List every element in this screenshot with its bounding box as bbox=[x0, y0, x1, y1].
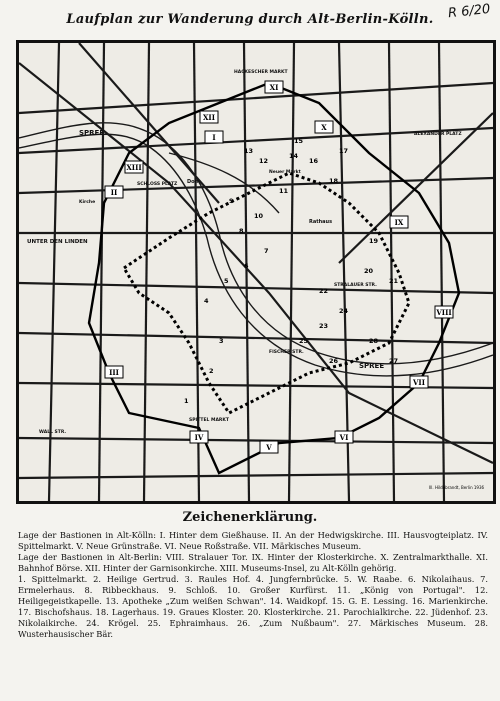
legend-paragraph: 1. Spittelmarkt. 2. Heilige Gertrud. 3. Raules Hof. 4. Jungfernbrücke. 5. W. Raabe. 6. Nikolaihaus. 7. Ermelerhaus. 8. Ribbeckhaus. 9. Schloß. 10. Großer Kurfürst. 11. „König von Portugal". 12. Heiligegeistkapelle. 13. Apotheke „Zum weißen Schwan". 14. Waidkopf. 15. G. E. Lessing. 16. Marienkirche. 17. Bischofshaus. 18. Lagerhaus. 19. Graues Kloster. 20. Klosterkirche. 21. Parochialkirche. 22. Jüdenhof. 23. Nikolaikirche. 24. Krögel. 25. Ephraimhaus. 26. „Zum Nußbaum". 27. Märkisches Museum. 28. Wusterhausischer Bär. bbox=[18, 574, 488, 639]
bastion-marker bbox=[390, 216, 408, 228]
street-label: Dom bbox=[187, 179, 200, 185]
street-label: SPITTEL MARKT bbox=[189, 418, 229, 423]
svg-text:X: X bbox=[321, 123, 327, 132]
street-label: STRALAUER STR. bbox=[334, 283, 377, 288]
svg-text:XI: XI bbox=[269, 83, 279, 92]
stop-number: 16 bbox=[309, 157, 319, 165]
stop-number: 21 bbox=[389, 277, 399, 285]
bastion-marker bbox=[435, 306, 453, 318]
bastion-marker bbox=[125, 161, 143, 173]
bastion-marker bbox=[200, 111, 218, 123]
stop-number: 19 bbox=[369, 237, 379, 245]
legend-heading: Zeichenerklärung. bbox=[182, 510, 318, 525]
svg-text:II: II bbox=[110, 188, 118, 197]
street-label: SCHLOSS PLATZ bbox=[137, 182, 178, 187]
stop-number: 25 bbox=[299, 337, 309, 345]
street-label: WALL STR. bbox=[39, 430, 67, 435]
street-label: FISCHER STR. bbox=[269, 350, 304, 355]
street-label: Neuer Markt bbox=[269, 170, 301, 175]
stop-number: 1 bbox=[184, 397, 189, 405]
bastion-marker bbox=[105, 366, 123, 378]
svg-text:VIII: VIII bbox=[436, 308, 452, 317]
svg-text:XIII: XIII bbox=[126, 163, 142, 172]
legend-paragraph: Lage der Bastionen in Alt-Kölln: I. Hinter dem Gießhause. II. An der Hedwigskirche. III. Hausvogteiplatz. IV. Spittelmarkt. V. Neue Grünstraße. VI. Neue Roßstraße. VII. Märkisches Museum. bbox=[18, 530, 488, 551]
stop-number: 3 bbox=[219, 337, 224, 345]
map-title: Laufplan zur Wanderung durch Alt-Berlin-Kölln. bbox=[66, 12, 434, 27]
svg-text:I: I bbox=[212, 133, 216, 142]
stop-number: 2 bbox=[209, 367, 214, 375]
stop-number: 10 bbox=[254, 212, 264, 220]
street-label: UNTER DEN LINDEN bbox=[27, 239, 88, 245]
street-label: SPREE bbox=[79, 129, 105, 137]
stop-number: 18 bbox=[329, 177, 339, 185]
stop-number: 23 bbox=[319, 322, 329, 330]
svg-text:VII: VII bbox=[413, 378, 425, 387]
bastion-marker bbox=[260, 441, 278, 453]
city-map bbox=[16, 40, 496, 504]
street-label: ALEXANDER PLATZ bbox=[414, 132, 462, 137]
map-svg bbox=[19, 43, 493, 501]
street-label: SPREE bbox=[359, 362, 385, 370]
svg-text:IV: IV bbox=[194, 433, 204, 442]
stop-number: 9 bbox=[229, 197, 234, 205]
stop-number: 17 bbox=[339, 147, 349, 155]
stop-number: 27 bbox=[389, 357, 399, 365]
stop-number: 13 bbox=[244, 147, 254, 155]
street-label: HACKESCHER MARKT bbox=[234, 70, 288, 75]
stop-number: 5 bbox=[224, 277, 229, 285]
stop-number: 15 bbox=[294, 137, 304, 145]
stop-number: 26 bbox=[329, 357, 339, 365]
map-credit: Ill. Hildebrandt, Berlin 1936 bbox=[429, 485, 485, 490]
stop-number: 7 bbox=[264, 247, 269, 255]
bastion-marker bbox=[190, 431, 208, 443]
bastion-marker bbox=[315, 121, 333, 133]
street-label: Rathaus bbox=[309, 219, 333, 225]
legend-paragraph: Lage der Bastionen in Alt-Berlin: VIII. Stralauer Tor. IX. Hinter der Klosterkirche. X. Zentralmarkthalle. XI. Bahnhof Börse. XII. Hinter der Garnisonkirche. XIII. Museums-Insel, zu Alt-Kölln gehörig. bbox=[18, 552, 488, 573]
street-grid bbox=[19, 43, 493, 501]
stop-number: 24 bbox=[339, 307, 349, 315]
street-label: Kirche bbox=[79, 200, 96, 205]
bastion-marker bbox=[105, 186, 123, 198]
stop-number: 22 bbox=[319, 287, 329, 295]
svg-text:XII: XII bbox=[203, 113, 215, 122]
stop-number: 28 bbox=[369, 337, 379, 345]
legend-text bbox=[18, 530, 488, 640]
stop-number: 4 bbox=[204, 297, 209, 305]
archive-mark: R 6/20 bbox=[446, 1, 491, 22]
stop-number: 6 bbox=[244, 262, 249, 270]
svg-text:V: V bbox=[266, 443, 272, 452]
svg-text:III: III bbox=[109, 368, 119, 377]
stop-number: 14 bbox=[289, 152, 299, 160]
svg-text:VI: VI bbox=[339, 433, 349, 442]
stop-number: 20 bbox=[364, 267, 374, 275]
bastion-marker bbox=[410, 376, 428, 388]
walking-route bbox=[124, 173, 409, 413]
stop-number: 12 bbox=[259, 157, 269, 165]
stop-number: 11 bbox=[279, 187, 289, 195]
bastion-marker bbox=[205, 131, 223, 143]
stop-number: 8 bbox=[239, 227, 244, 235]
svg-text:IX: IX bbox=[394, 218, 404, 227]
bastion-marker bbox=[265, 81, 283, 93]
bastion-marker bbox=[335, 431, 353, 443]
